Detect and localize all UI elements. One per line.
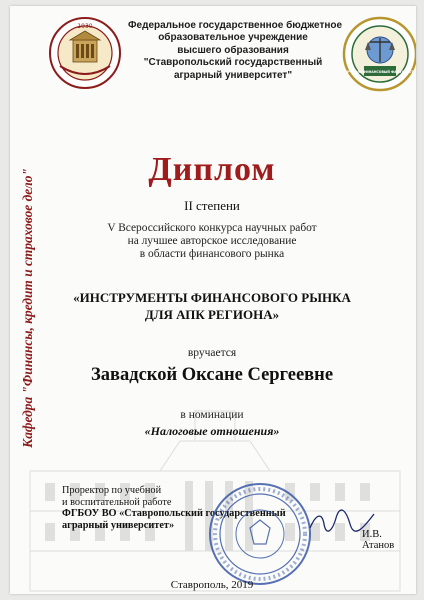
recipient-name: Завадской Оксане Сергеевне — [90, 365, 334, 385]
official-stamp-icon — [206, 480, 314, 588]
contest-description — [10, 222, 416, 261]
diploma-degree: II степени — [184, 198, 240, 213]
department-side-text: Кафедра "Финансы, кредит и страховое дело" — [20, 168, 35, 448]
diploma-sheet — [10, 6, 416, 594]
nomination-label: в номинации — [180, 409, 244, 421]
institution-header — [128, 20, 343, 82]
signer-line: и воспитательной работе — [62, 496, 172, 508]
contest-line: V Всероссийского конкурса научных работ — [107, 222, 317, 234]
diploma-title: Диплом — [148, 151, 276, 188]
header-line: Федеральное государственное бюджетное — [128, 20, 343, 31]
header-line: высшего образования — [177, 44, 289, 56]
signer-line: ФГБОУ ВО «Ставропольский государственный — [62, 508, 286, 520]
contest-line: на лучшее авторское исследование — [127, 235, 297, 247]
faculty-emblem-icon — [342, 16, 416, 92]
header-line: аграрный университет" — [173, 69, 293, 81]
header-line: "Ставропольский государственный — [143, 57, 323, 69]
header-line: образовательное учреждение — [158, 32, 308, 44]
place-year: Ставрополь, 2019 — [170, 579, 254, 591]
signer-line: Проректор по учебной — [62, 485, 162, 496]
signer-name: И.В. Атанов — [362, 529, 395, 551]
work-title-line: «ИНСТРУМЕНТЫ ФИНАНСОВОГО РЫНКА — [73, 290, 351, 305]
faculty-emblem-text: УЧЕТНО-ФИНАНСОВЫЙ ФАКУЛЬТЕТ — [346, 70, 414, 74]
contest-line: в области финансового рынка — [139, 248, 285, 260]
work-title-line: ДЛЯ АПК РЕГИОНА» — [144, 307, 280, 322]
university-emblem-icon — [48, 16, 122, 90]
signer-line: аграрный университет» — [62, 519, 175, 531]
nomination-value: «Налоговые отношения» — [144, 424, 280, 438]
work-title — [10, 289, 416, 323]
awarded-label: вручается — [187, 347, 237, 359]
emblem-year: 1930 — [77, 23, 93, 30]
